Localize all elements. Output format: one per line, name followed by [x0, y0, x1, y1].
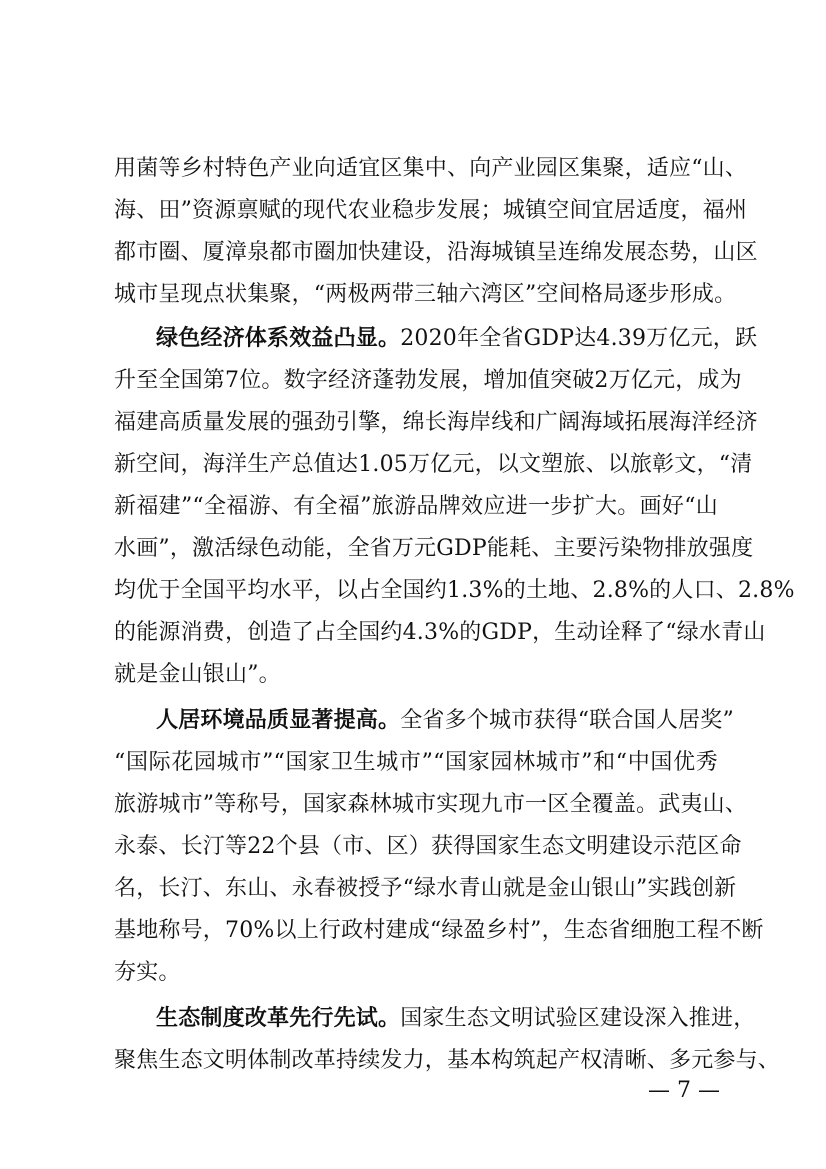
text-line: “国际花园城市”“国家卫生城市”“国家园林城市”和“中国优秀 — [114, 750, 718, 775]
text-line: 聚焦生态文明体制改革持续发力，基本构筑起产权清晰、多元参与、 — [114, 1048, 781, 1073]
paragraph-heading: 绿色经济体系效益凸显。 — [156, 326, 401, 351]
paragraph-heading: 生态制度改革先行先试。 — [156, 1006, 401, 1031]
text-line: 水画”，激活绿色动能，全省万元GDP能耗、主要污染物排放强度 — [114, 536, 754, 561]
text-line: 名，长汀、东山、永春被授予“绿水青山就是金山银山”实践创新 — [114, 876, 737, 901]
text-line: 旅游城市”等称号，国家森林城市实现九市一区全覆盖。武夷山、 — [114, 792, 748, 817]
text-span: 全省多个城市获得“联合国人居奖” — [400, 708, 734, 733]
text-line: 基地称号，70%以上行政村建成“绿盈乡村”，生态省细胞工程不断 — [114, 918, 764, 943]
text-line: 用菌等乡村特色产业向适宜区集中、向产业园区集聚，适应“山、 — [114, 156, 748, 181]
text-line: 永泰、长汀等22个县（市、区）获得国家生态文明建设示范区命 — [114, 834, 742, 859]
paragraph-first-line — [156, 1004, 756, 1034]
text-line: 福建高质量发展的强劲引擎，绵长海岸线和广阔海域拓展海洋经济 — [114, 410, 758, 435]
text-line: 就是金山银山”。 — [114, 662, 281, 687]
text-line: 的能源消费，创造了占全国约4.3%的GDP，生动诠释了“绿水青山 — [114, 620, 766, 645]
page-number: — 7 — — [648, 1078, 720, 1103]
text-line: 夯实。 — [114, 960, 181, 985]
paragraph-heading: 人居环境品质显著提高。 — [156, 708, 401, 733]
text-span: 国家生态文明试验区建设深入推进， — [400, 1006, 756, 1031]
text-span: 2020年全省GDP达4.39万亿元，跃 — [400, 326, 758, 351]
paragraph-first-line — [156, 706, 734, 736]
text-line: 海、田”资源禀赋的现代农业稳步发展；城镇空间宜居适度，福州 — [114, 198, 748, 223]
text-line: 都市圈、厦漳泉都市圈加快建设，沿海城镇呈连绵发展态势，山区 — [114, 240, 758, 265]
text-line: 均优于全国平均水平，以占全国约1.3%的土地、2.8%的人口、2.8% — [114, 578, 795, 603]
text-line: 升至全国第7位。数字经济蓬勃发展，增加值突破2万亿元，成为 — [114, 368, 742, 393]
paragraph-first-line — [156, 324, 758, 354]
text-line: 新福建”“全福游、有全福”旅游品牌效应进一步扩大。画好“山 — [114, 494, 718, 519]
text-line: 新空间，海洋生产总值达1.05万亿元，以文塑旅、以旅彰文，“清 — [114, 452, 753, 477]
text-line: 城市呈现点状集聚，“两极两带三轴六湾区”空间格局逐步形成。 — [114, 282, 737, 307]
